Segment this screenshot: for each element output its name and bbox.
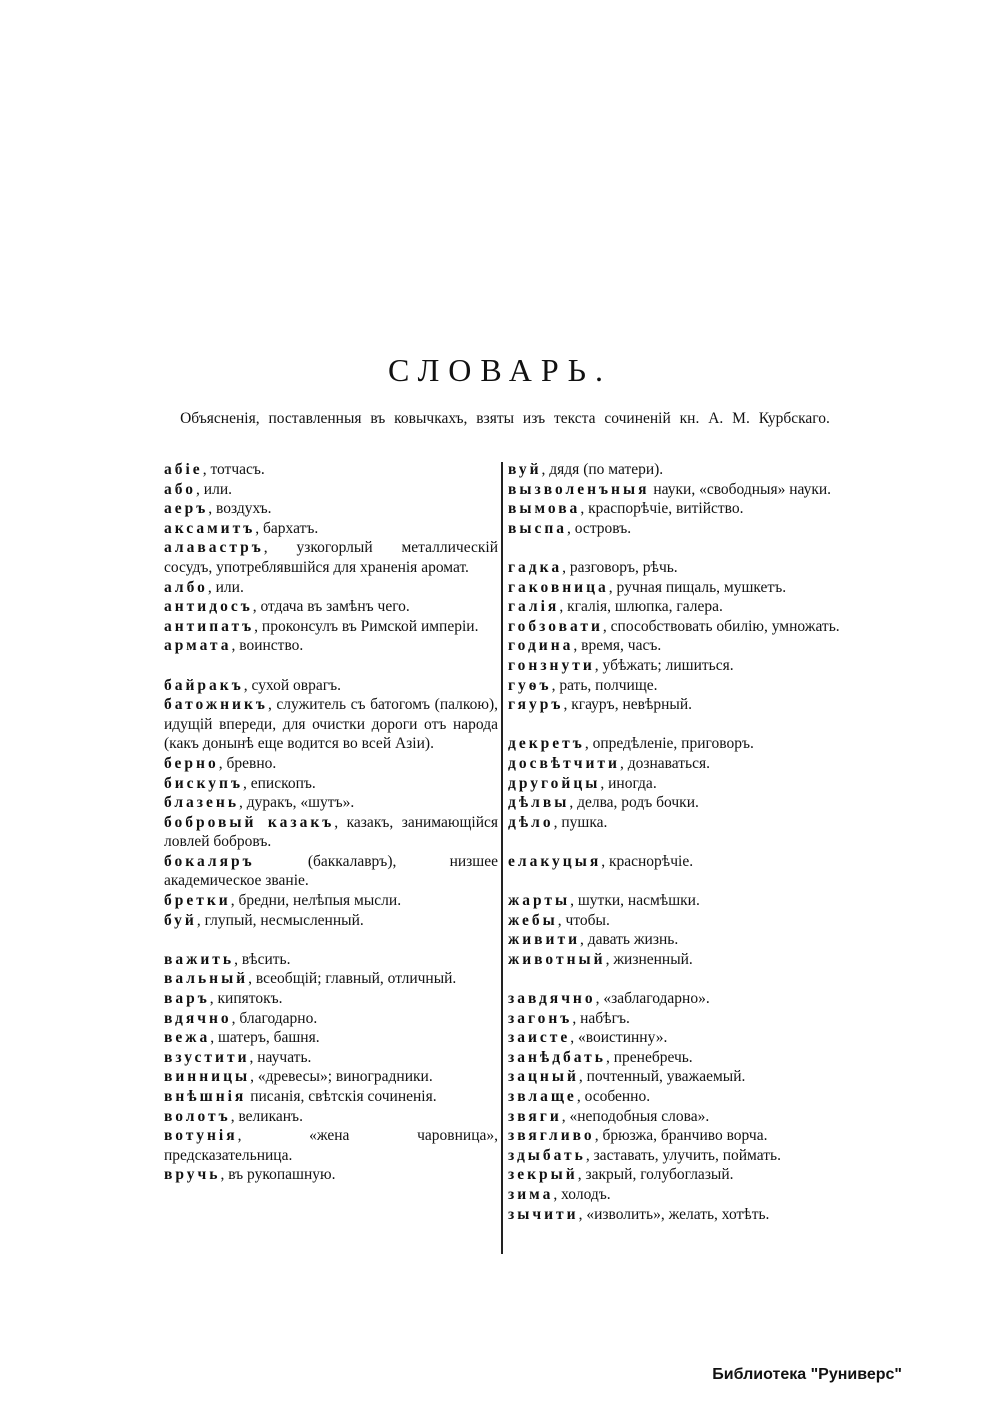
glossary-entry (508, 911, 844, 931)
definition: , краспорѣчіе, витійство. (580, 500, 744, 518)
glossary-entry (164, 480, 498, 500)
definition: , шутки, насмѣшки. (570, 892, 700, 910)
definition: , дознаваться. (619, 754, 710, 772)
section-gap (508, 969, 844, 989)
glossary-entry (508, 617, 844, 637)
headword: албо (164, 578, 208, 596)
glossary-entry (164, 813, 498, 852)
definition: , проконсулъ въ Римской имперіи. (254, 617, 479, 635)
definition: , брюзжа, бранчиво ворча. (594, 1127, 768, 1145)
definition: , набѣгъ. (572, 1009, 630, 1027)
glossary-entry (164, 1028, 498, 1048)
section-gap (508, 832, 844, 852)
glossary-entry (164, 989, 498, 1009)
headword: елакуцыя (508, 852, 602, 870)
definition: , чтобы. (557, 911, 610, 929)
glossary-entry (164, 793, 498, 813)
headword: вымова (508, 500, 581, 518)
definition: , «неподобныя слова». (561, 1107, 710, 1125)
page-title: СЛОВАРЬ. (388, 352, 612, 388)
definition: , казакъ, занимающійся ловлей бобровъ. (164, 813, 498, 851)
definition: , глупый, несмысленный. (196, 911, 364, 929)
glossary-entry (508, 1048, 844, 1068)
definition: , кипятокъ. (209, 990, 283, 1008)
glossary-entry (164, 1126, 498, 1165)
glossary-left-column (164, 460, 498, 1185)
definition: , отдача въ замѣнъ чего. (252, 598, 410, 616)
definition: науки, «свободныя» науки. (649, 480, 832, 498)
glossary-entry (164, 578, 498, 598)
headword: або (164, 480, 197, 498)
definition: , заставать, улучить, поймать. (585, 1146, 781, 1164)
headword: вуй (508, 461, 542, 478)
headword: галія (508, 598, 560, 616)
glossary-entry (508, 891, 844, 911)
definition: , вѣсить. (234, 950, 291, 968)
headword: взустити (164, 1048, 250, 1066)
glossary-entry (508, 1165, 844, 1185)
headword: гонзнути (508, 656, 595, 674)
glossary-entry (508, 480, 844, 500)
headword: бокаляръ (164, 852, 255, 870)
glossary-entry (508, 695, 844, 715)
definition: , въ рукопашную. (220, 1166, 336, 1184)
definition: , или. (196, 480, 232, 498)
glossary-entry (164, 617, 498, 637)
headword: вотунія (164, 1127, 238, 1145)
headword: другойцы (508, 774, 601, 792)
definition: , «древесы»; виноградники. (250, 1068, 433, 1086)
definition: , великанъ. (230, 1107, 303, 1125)
column-divider (501, 462, 503, 1254)
definition: , епископъ. (243, 774, 316, 792)
glossary-entry (508, 656, 844, 676)
glossary-entry (164, 852, 498, 891)
headword: живити (508, 931, 581, 949)
headword: батожникъ (164, 696, 268, 714)
section-gap (508, 538, 844, 558)
headword: бретки (164, 892, 231, 910)
definition: , «воистинну». (570, 1029, 668, 1047)
glossary-entry (164, 1067, 498, 1087)
definition: , кгауръ, невѣрный. (563, 696, 692, 714)
definition: , почтенный, уважаемый. (578, 1068, 746, 1086)
glossary-entry (164, 1087, 498, 1107)
definition: , «жена чаровница», предсказательница. (164, 1127, 498, 1164)
headword: гаковница (508, 578, 609, 596)
glossary-entry (508, 578, 844, 598)
glossary-entry (508, 1009, 844, 1029)
glossary-entry (508, 1146, 844, 1166)
headword: занѣдбать (508, 1048, 606, 1066)
headword: вдячно (164, 1009, 232, 1027)
headword: звяги (508, 1107, 562, 1125)
glossary-entry (508, 1126, 844, 1146)
headword: загонъ (508, 1009, 573, 1027)
glossary-entry (508, 1107, 844, 1127)
headword: гадка (508, 558, 563, 576)
glossary-entry (508, 774, 844, 794)
headword: гяуръ (508, 696, 564, 714)
glossary-entry (508, 597, 844, 617)
glossary-entry (508, 1028, 844, 1048)
headword: внѣшнія (164, 1088, 247, 1105)
glossary-entry (164, 911, 498, 931)
definition: , пренебречь. (605, 1048, 693, 1066)
headword: здыбать (508, 1146, 586, 1164)
headword: антипатъ (164, 617, 255, 635)
glossary-entry (508, 930, 844, 950)
headword: важить (164, 950, 235, 968)
definition: , благодарно. (231, 1009, 318, 1027)
headword: берно (164, 754, 219, 772)
glossary-entry (508, 460, 844, 480)
definition: , иногда. (600, 774, 657, 792)
headword: заисте (508, 1029, 571, 1047)
headword: волотъ (164, 1107, 231, 1125)
glossary-entry (508, 950, 844, 970)
glossary-entry (508, 1205, 844, 1225)
page-subtitle: Объясненія, поставленныя въ ковычкахъ, взяты изъ текста сочиненій кн. А. М. Курбскаго. (180, 410, 830, 427)
glossary-entry (508, 793, 844, 813)
definition: , бредни, нелѣпыя мысли. (230, 892, 402, 910)
definition: , тотчасъ. (202, 461, 265, 478)
definition: , воинство. (231, 637, 304, 655)
headword: завдячно (508, 990, 596, 1008)
definition: , островъ. (567, 519, 632, 537)
glossary-entry (508, 676, 844, 696)
definition: , ручная пищаль, мушкетъ. (608, 578, 787, 596)
headword: аеръ (164, 500, 209, 518)
headword: зацный (508, 1068, 579, 1086)
headword: бобровый казакъ (164, 813, 335, 831)
headword: година (508, 637, 574, 655)
headword: вежа (164, 1029, 211, 1047)
glossary-entry (508, 519, 844, 539)
section-gap (164, 656, 498, 676)
definition: , шатеръ, башня. (210, 1029, 320, 1047)
definition: , делва, родъ бочки. (569, 794, 699, 812)
glossary-entry (508, 499, 844, 519)
glossary-entry (164, 538, 498, 577)
glossary-entry (164, 754, 498, 774)
glossary-entry (164, 519, 498, 539)
glossary-entry (164, 499, 498, 519)
glossary-right-column (508, 460, 844, 1224)
definition: , всеобщій; главный, отличный. (248, 970, 457, 988)
glossary-entry (164, 891, 498, 911)
section-gap (164, 930, 498, 950)
section-gap (508, 715, 844, 735)
headword: алавастръ (164, 539, 264, 557)
glossary-entry (508, 734, 844, 754)
glossary-entry (508, 558, 844, 578)
glossary-entry (508, 852, 844, 872)
headword: дѣло (508, 813, 554, 831)
definition: , особенно. (576, 1088, 651, 1105)
glossary-entry (164, 1009, 498, 1029)
definition: , убѣжать; лишиться. (594, 656, 734, 674)
definition: , дуракъ, «шутъ». (239, 794, 355, 812)
glossary-entry (164, 950, 498, 970)
glossary-entry (164, 636, 498, 656)
glossary-entry (164, 676, 498, 696)
headword: аксамитъ (164, 519, 256, 537)
definition: , узкогорлый металлическій сосудъ, употреблявшійся для храненія аромат. (164, 539, 498, 576)
headword: животный (508, 950, 606, 968)
headword: досвѣтчити (508, 754, 620, 772)
definition: , «изволить», желать, хотѣть. (578, 1205, 770, 1223)
definition: , или. (207, 578, 244, 596)
definition: , бревно. (218, 754, 277, 772)
headword: звлаще (508, 1088, 577, 1105)
headword: абіе (164, 461, 203, 478)
definition: , научать. (249, 1048, 312, 1066)
definition: , сухой оврагъ. (243, 676, 341, 694)
headword: зычити (508, 1205, 579, 1223)
glossary-entry (508, 754, 844, 774)
headword: звягливо (508, 1127, 595, 1145)
glossary-entry (508, 1087, 844, 1107)
definition: , кгалія, шлюпка, галера. (559, 598, 723, 616)
definition: , холодъ. (553, 1185, 611, 1203)
headword: декретъ (508, 735, 585, 753)
headword: буй (164, 911, 197, 929)
headword: варъ (164, 990, 210, 1008)
headword: вальный (164, 970, 249, 988)
definition: , способствовать обилію, умножать. (602, 617, 840, 635)
definition: , закрый, голубоглазый. (577, 1166, 734, 1184)
glossary-entry (508, 636, 844, 656)
headword: выспа (508, 519, 568, 537)
headword: бискупъ (164, 774, 243, 792)
glossary-entry (508, 1185, 844, 1205)
definition: писанія, свѣтскія сочиненія. (246, 1088, 437, 1105)
definition: , жизненный. (605, 950, 693, 968)
glossary-entry (508, 989, 844, 1009)
glossary-entry (164, 597, 498, 617)
glossary-entry (164, 1165, 498, 1185)
definition: , воздухъ. (208, 500, 272, 518)
headword: винницы (164, 1068, 251, 1086)
definition: , разговоръ, рѣчь. (562, 558, 678, 576)
glossary-entry (164, 1048, 498, 1068)
headword: жебы (508, 911, 558, 929)
headword: байракъ (164, 676, 244, 694)
definition: , дядя (по матери). (541, 461, 664, 478)
glossary-entry (508, 813, 844, 833)
definition: , рать, полчище. (551, 676, 658, 694)
headword: зима (508, 1185, 554, 1203)
definition: , «заблагодарно». (595, 990, 710, 1008)
definition: , время, часъ. (573, 637, 662, 655)
section-gap (508, 871, 844, 891)
definition: , пушка. (553, 813, 608, 831)
headword: армата (164, 637, 232, 655)
headword: вручь (164, 1166, 221, 1184)
headword: блазень (164, 794, 240, 812)
glossary-entry (164, 1107, 498, 1127)
headword: антидосъ (164, 598, 253, 616)
glossary-entry (164, 460, 498, 480)
headword: вызволенъныя (508, 480, 650, 498)
definition: , служитель съ батогомъ (палкою), идущій впереди, для очистки дороги отъ народа (какъ донынѣ еще водится во всей Азіи). (164, 696, 498, 753)
glossary-entry (508, 1067, 844, 1087)
headword: жарты (508, 892, 571, 910)
glossary-entry (164, 969, 498, 989)
definition: , краснорѣчіе. (601, 852, 694, 870)
definition: (баккалавръ), низшее академическое званіе. (164, 852, 498, 890)
definition: , опредѣленіе, приговоръ. (584, 735, 754, 753)
definition: , бархатъ. (255, 519, 319, 537)
headword: гуѳъ (508, 676, 552, 694)
headword: дѣлвы (508, 794, 570, 812)
headword: гобзовати (508, 617, 603, 635)
glossary-entry (164, 695, 498, 754)
glossary-entry (164, 774, 498, 794)
headword: зекрый (508, 1166, 578, 1184)
definition: , давать жизнь. (580, 931, 679, 949)
library-watermark: Библиотека "Руниверс" (712, 1366, 902, 1383)
